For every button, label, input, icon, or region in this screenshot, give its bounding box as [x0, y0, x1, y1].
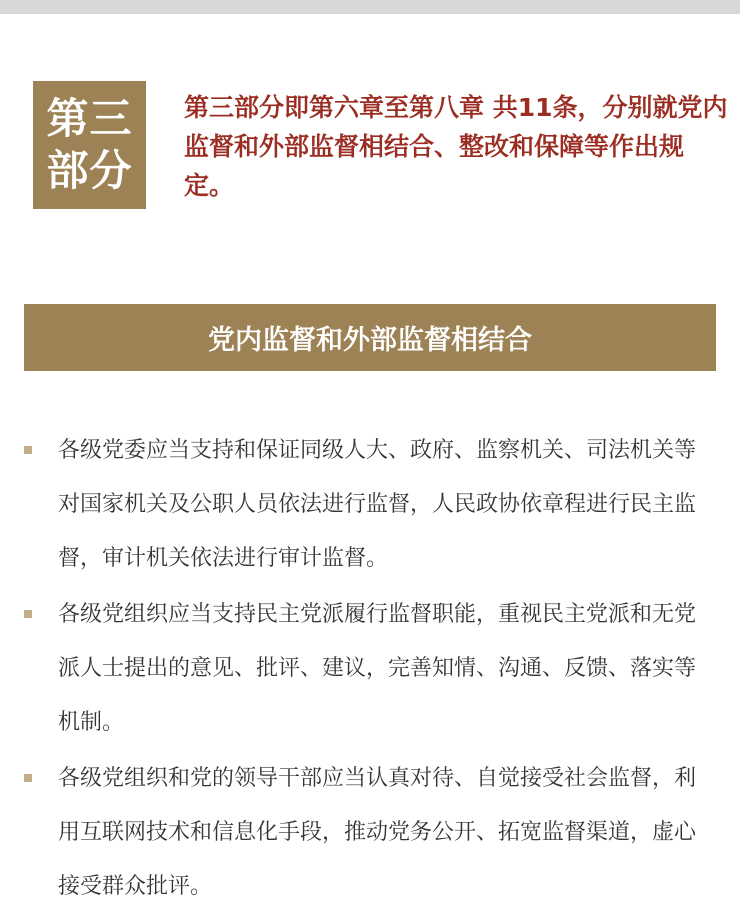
section-banner: [24, 304, 716, 371]
list-item-text: 各级党组织应当支持民主党派履行监督职能，重视民主党派和无党派人士提出的意见、批评、建议，完善知情、沟通、反馈、落实等机制。: [58, 602, 697, 735]
part-badge-line2: 部分: [46, 146, 133, 195]
part-badge-line1: 第三: [46, 94, 133, 143]
list-item: [0, 752, 740, 914]
square-bullet-icon: [24, 446, 32, 454]
square-bullet-icon: [24, 610, 32, 618]
list-item-text: 各级党组织和党的领导干部应当认真对待、自觉接受社会监督，利用互联网技术和信息化手段，推动党务公开、拓宽监督渠道，虚心接受群众批评。: [58, 766, 697, 899]
top-divider-bar: [0, 0, 740, 14]
list-item-text: 各级党委应当支持和保证同级人大、政府、监察机关、司法机关等对国家机关及公职人员依法进行监督，人民政协依章程进行民主监督，审计机关依法进行审计监督。: [58, 438, 697, 571]
part-badge: [33, 81, 146, 209]
intro-text: 第三部分即第六章至第八章 共11条，分别就党内监督和外部监督相结合、整改和保障等作出规定。: [184, 93, 728, 200]
list-item: [0, 424, 740, 586]
section-title: 党内监督和外部监督相结合: [208, 325, 532, 356]
square-bullet-icon: [24, 774, 32, 782]
list-item: [0, 588, 740, 750]
bullet-list: [0, 424, 740, 916]
